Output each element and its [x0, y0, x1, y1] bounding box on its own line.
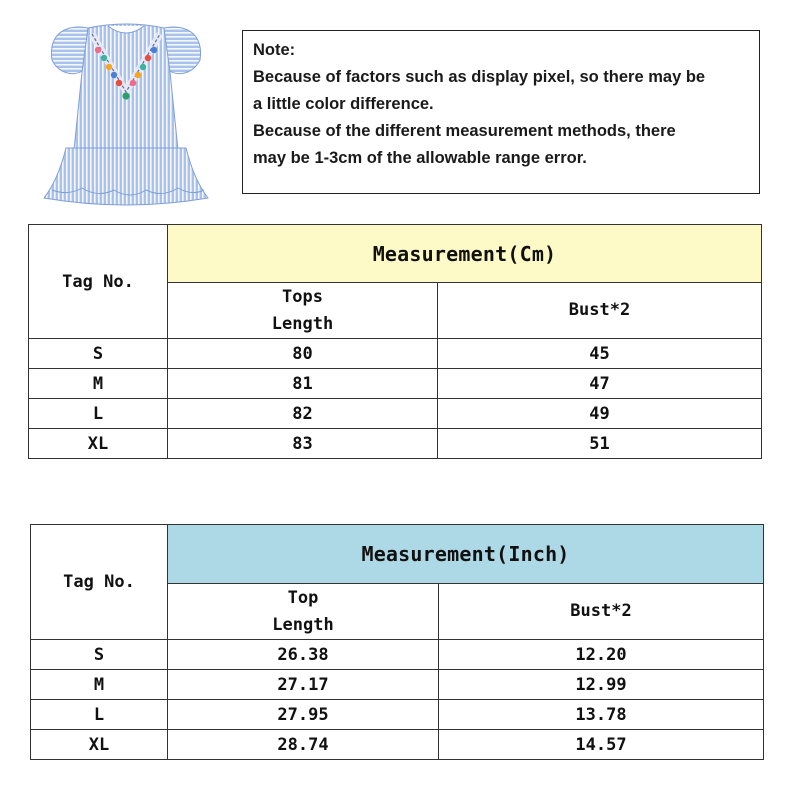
tag-cell: M: [29, 369, 168, 399]
note-line-3: Because of the different measurement methods, there: [253, 122, 676, 140]
bust-cell: 49: [438, 399, 762, 429]
table-row: [31, 640, 764, 670]
note-box: [242, 30, 760, 194]
length-cell: 27.17: [168, 670, 439, 700]
size-table-inch: [30, 524, 764, 760]
tag-no-header: Tag No.: [29, 225, 168, 339]
product-dress-image: [38, 20, 214, 206]
length-cell: 83: [168, 429, 438, 459]
length-cell: 80: [168, 339, 438, 369]
top-length-line-2: Length: [272, 614, 334, 635]
tag-cell: L: [29, 399, 168, 429]
top-length-header: [168, 584, 439, 640]
bust-cell: 47: [438, 369, 762, 399]
length-cell: 27.95: [168, 700, 439, 730]
tag-cell: S: [31, 640, 168, 670]
length-cell: 82: [168, 399, 438, 429]
table-row: [31, 730, 764, 760]
table-row: [29, 399, 762, 429]
tag-no-header: Tag No.: [31, 525, 168, 640]
tag-cell: XL: [29, 429, 168, 459]
length-cell: 28.74: [168, 730, 439, 760]
table-row: [29, 429, 762, 459]
note-title: Note:: [253, 41, 296, 59]
table-row: [29, 369, 762, 399]
note-line-2: a little color difference.: [253, 95, 434, 113]
tag-cell: M: [31, 670, 168, 700]
tag-cell: XL: [31, 730, 168, 760]
bust-header: Bust*2: [439, 584, 764, 640]
bust-cell: 13.78: [439, 700, 764, 730]
bust-cell: 45: [438, 339, 762, 369]
bust-header: Bust*2: [438, 283, 762, 339]
measurement-cm-header: Measurement(Cm): [168, 225, 762, 283]
measurement-inch-header: Measurement(Inch): [168, 525, 764, 584]
size-table-cm: [28, 224, 762, 459]
tops-length-header: [168, 283, 438, 339]
table-row: [31, 670, 764, 700]
note-line-4: may be 1-3cm of the allowable range error.: [253, 149, 587, 167]
bust-cell: 12.20: [439, 640, 764, 670]
tag-cell: S: [29, 339, 168, 369]
bust-cell: 12.99: [439, 670, 764, 700]
note-line-1: Because of factors such as display pixel, so there may be: [253, 68, 706, 86]
tops-length-line-1: Tops: [282, 286, 323, 307]
table-row: [31, 700, 764, 730]
length-cell: 81: [168, 369, 438, 399]
tops-length-line-2: Length: [271, 313, 334, 334]
table-row: [29, 339, 762, 369]
top-length-line-1: Top: [287, 587, 319, 608]
bust-cell: 51: [438, 429, 762, 459]
bust-cell: 14.57: [439, 730, 764, 760]
tag-cell: L: [31, 700, 168, 730]
length-cell: 26.38: [168, 640, 439, 670]
